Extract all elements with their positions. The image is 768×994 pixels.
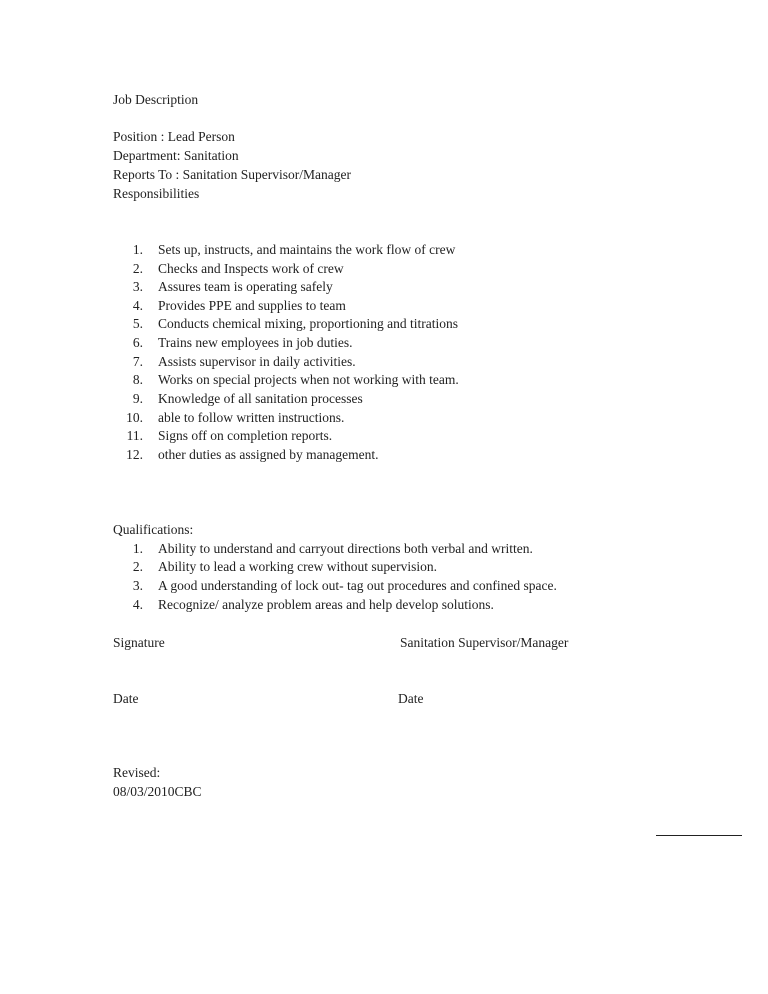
- list-text: Sets up, instructs, and maintains the work flow of crew: [158, 242, 456, 257]
- list-number: 4.: [132, 298, 143, 313]
- list-text: Ability to understand and carryout directions both verbal and written.: [158, 541, 533, 556]
- revised-value: 08/03/2010CBC: [113, 784, 202, 799]
- list-number: 2.: [132, 559, 143, 574]
- list-number: 2.: [132, 261, 143, 276]
- list-text: Recognize/ analyze problem areas and help develop solutions.: [158, 597, 494, 612]
- list-number: 4.: [132, 597, 143, 612]
- list-text: Assists supervisor in daily activities.: [158, 354, 356, 369]
- signature-rule: [656, 835, 742, 836]
- list-number: 3.: [132, 279, 143, 294]
- list-text: Knowledge of all sanitation processes: [158, 391, 363, 406]
- list-number: 11.: [126, 428, 143, 443]
- document-title: Job Description: [113, 92, 199, 107]
- date-label-right: Date: [398, 691, 424, 706]
- list-number: 8.: [132, 372, 143, 387]
- revised-label: Revised:: [113, 765, 161, 780]
- list-number: 10.: [126, 410, 143, 425]
- list-text: Checks and Inspects work of crew: [158, 261, 344, 276]
- list-text: Provides PPE and supplies to team: [158, 298, 346, 313]
- department-line: Department: Sanitation: [113, 148, 239, 163]
- list-text: Works on special projects when not working with team.: [158, 372, 459, 387]
- list-text: other duties as assigned by management.: [158, 447, 379, 462]
- list-text: Ability to lead a working crew without supervision.: [158, 559, 437, 574]
- signature-label: Signature: [113, 635, 165, 650]
- responsibilities-heading: Responsibilities: [113, 186, 200, 201]
- list-text: Trains new employees in job duties.: [158, 335, 353, 350]
- list-number: 3.: [132, 578, 143, 593]
- list-number: 12.: [126, 447, 143, 462]
- list-text: Signs off on completion reports.: [158, 428, 333, 443]
- date-label-left: Date: [113, 691, 139, 706]
- list-number: 1.: [132, 242, 143, 257]
- list-text: Assures team is operating safely: [158, 279, 333, 294]
- list-text: Conducts chemical mixing, proportioning and titrations: [158, 316, 458, 331]
- position-line: Position : Lead Person: [113, 129, 235, 144]
- list-number: 5.: [132, 316, 143, 331]
- reports-to-line: Reports To : Sanitation Supervisor/Manager: [113, 167, 352, 182]
- list-number: 1.: [132, 541, 143, 556]
- list-text: A good understanding of lock out- tag out procedures and confined space.: [158, 578, 557, 593]
- list-number: 6.: [132, 335, 143, 350]
- qualifications-heading: Qualifications:: [113, 522, 194, 537]
- list-number: 7.: [132, 354, 143, 369]
- list-text: able to follow written instructions.: [158, 410, 345, 425]
- supervisor-label: Sanitation Supervisor/Manager: [400, 635, 569, 650]
- list-number: 9.: [132, 391, 143, 406]
